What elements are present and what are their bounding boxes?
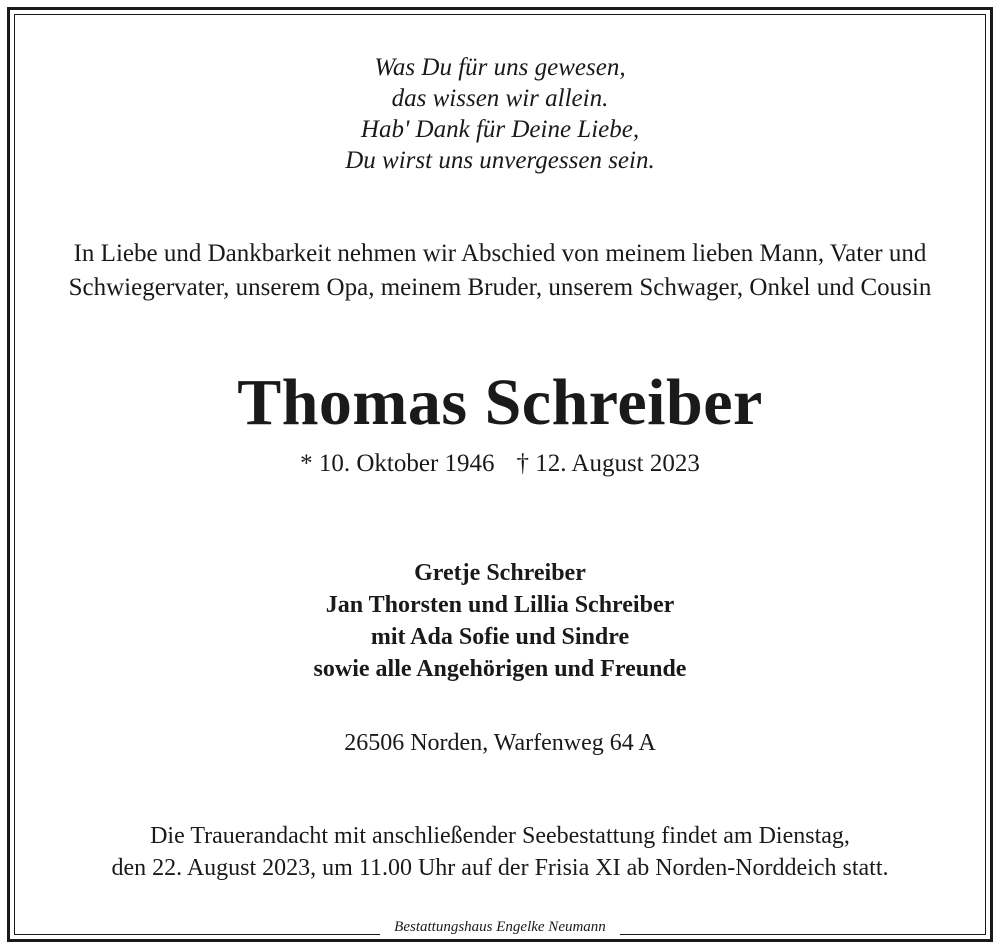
- funeral-home-name: Bestattungshaus Engelke Neumann: [380, 917, 620, 937]
- life-dates: [0, 448, 1000, 480]
- footer: [0, 917, 1000, 939]
- intro-text: [0, 237, 1000, 305]
- address: 26506 Norden, Warfenweg 64 A: [344, 730, 656, 756]
- birth-date: * 10. Oktober 1946: [300, 450, 495, 477]
- intro-line: Schwiegervater, unserem Opa, meinem Bruder, unserem Schwager, Onkel und Cousin: [68, 274, 932, 301]
- mourner-line: sowie alle Angehörigen und Freunde: [313, 656, 687, 682]
- poem-verse: [0, 52, 1000, 176]
- poem-line: das wissen wir allein.: [391, 85, 609, 112]
- mourner-line: mit Ada Sofie und Sindre: [370, 624, 630, 650]
- mourner-line: Jan Thorsten und Lillia Schreiber: [325, 592, 675, 618]
- mourners-list: [0, 557, 1000, 685]
- deceased-name: Thomas Schreiber: [237, 366, 763, 439]
- mourner-line: Gretje Schreiber: [414, 560, 586, 586]
- poem-line: Hab' Dank für Deine Liebe,: [360, 116, 640, 143]
- service-line: den 22. August 2023, um 11.00 Uhr auf der Frisia XI ab Norden-Norddeich statt.: [111, 855, 889, 881]
- intro-line: In Liebe und Dankbarkeit nehmen wir Abschied von meinem lieben Mann, Vater und: [73, 240, 927, 267]
- service-line: Die Trauerandacht mit anschließender Seebestattung findet am Dienstag,: [150, 823, 850, 849]
- death-date: † 12. August 2023: [516, 450, 700, 477]
- poem-line: Was Du für uns gewesen,: [374, 54, 626, 81]
- poem-line: Du wirst uns unvergessen sein.: [345, 147, 655, 174]
- service-notice: [0, 820, 1000, 884]
